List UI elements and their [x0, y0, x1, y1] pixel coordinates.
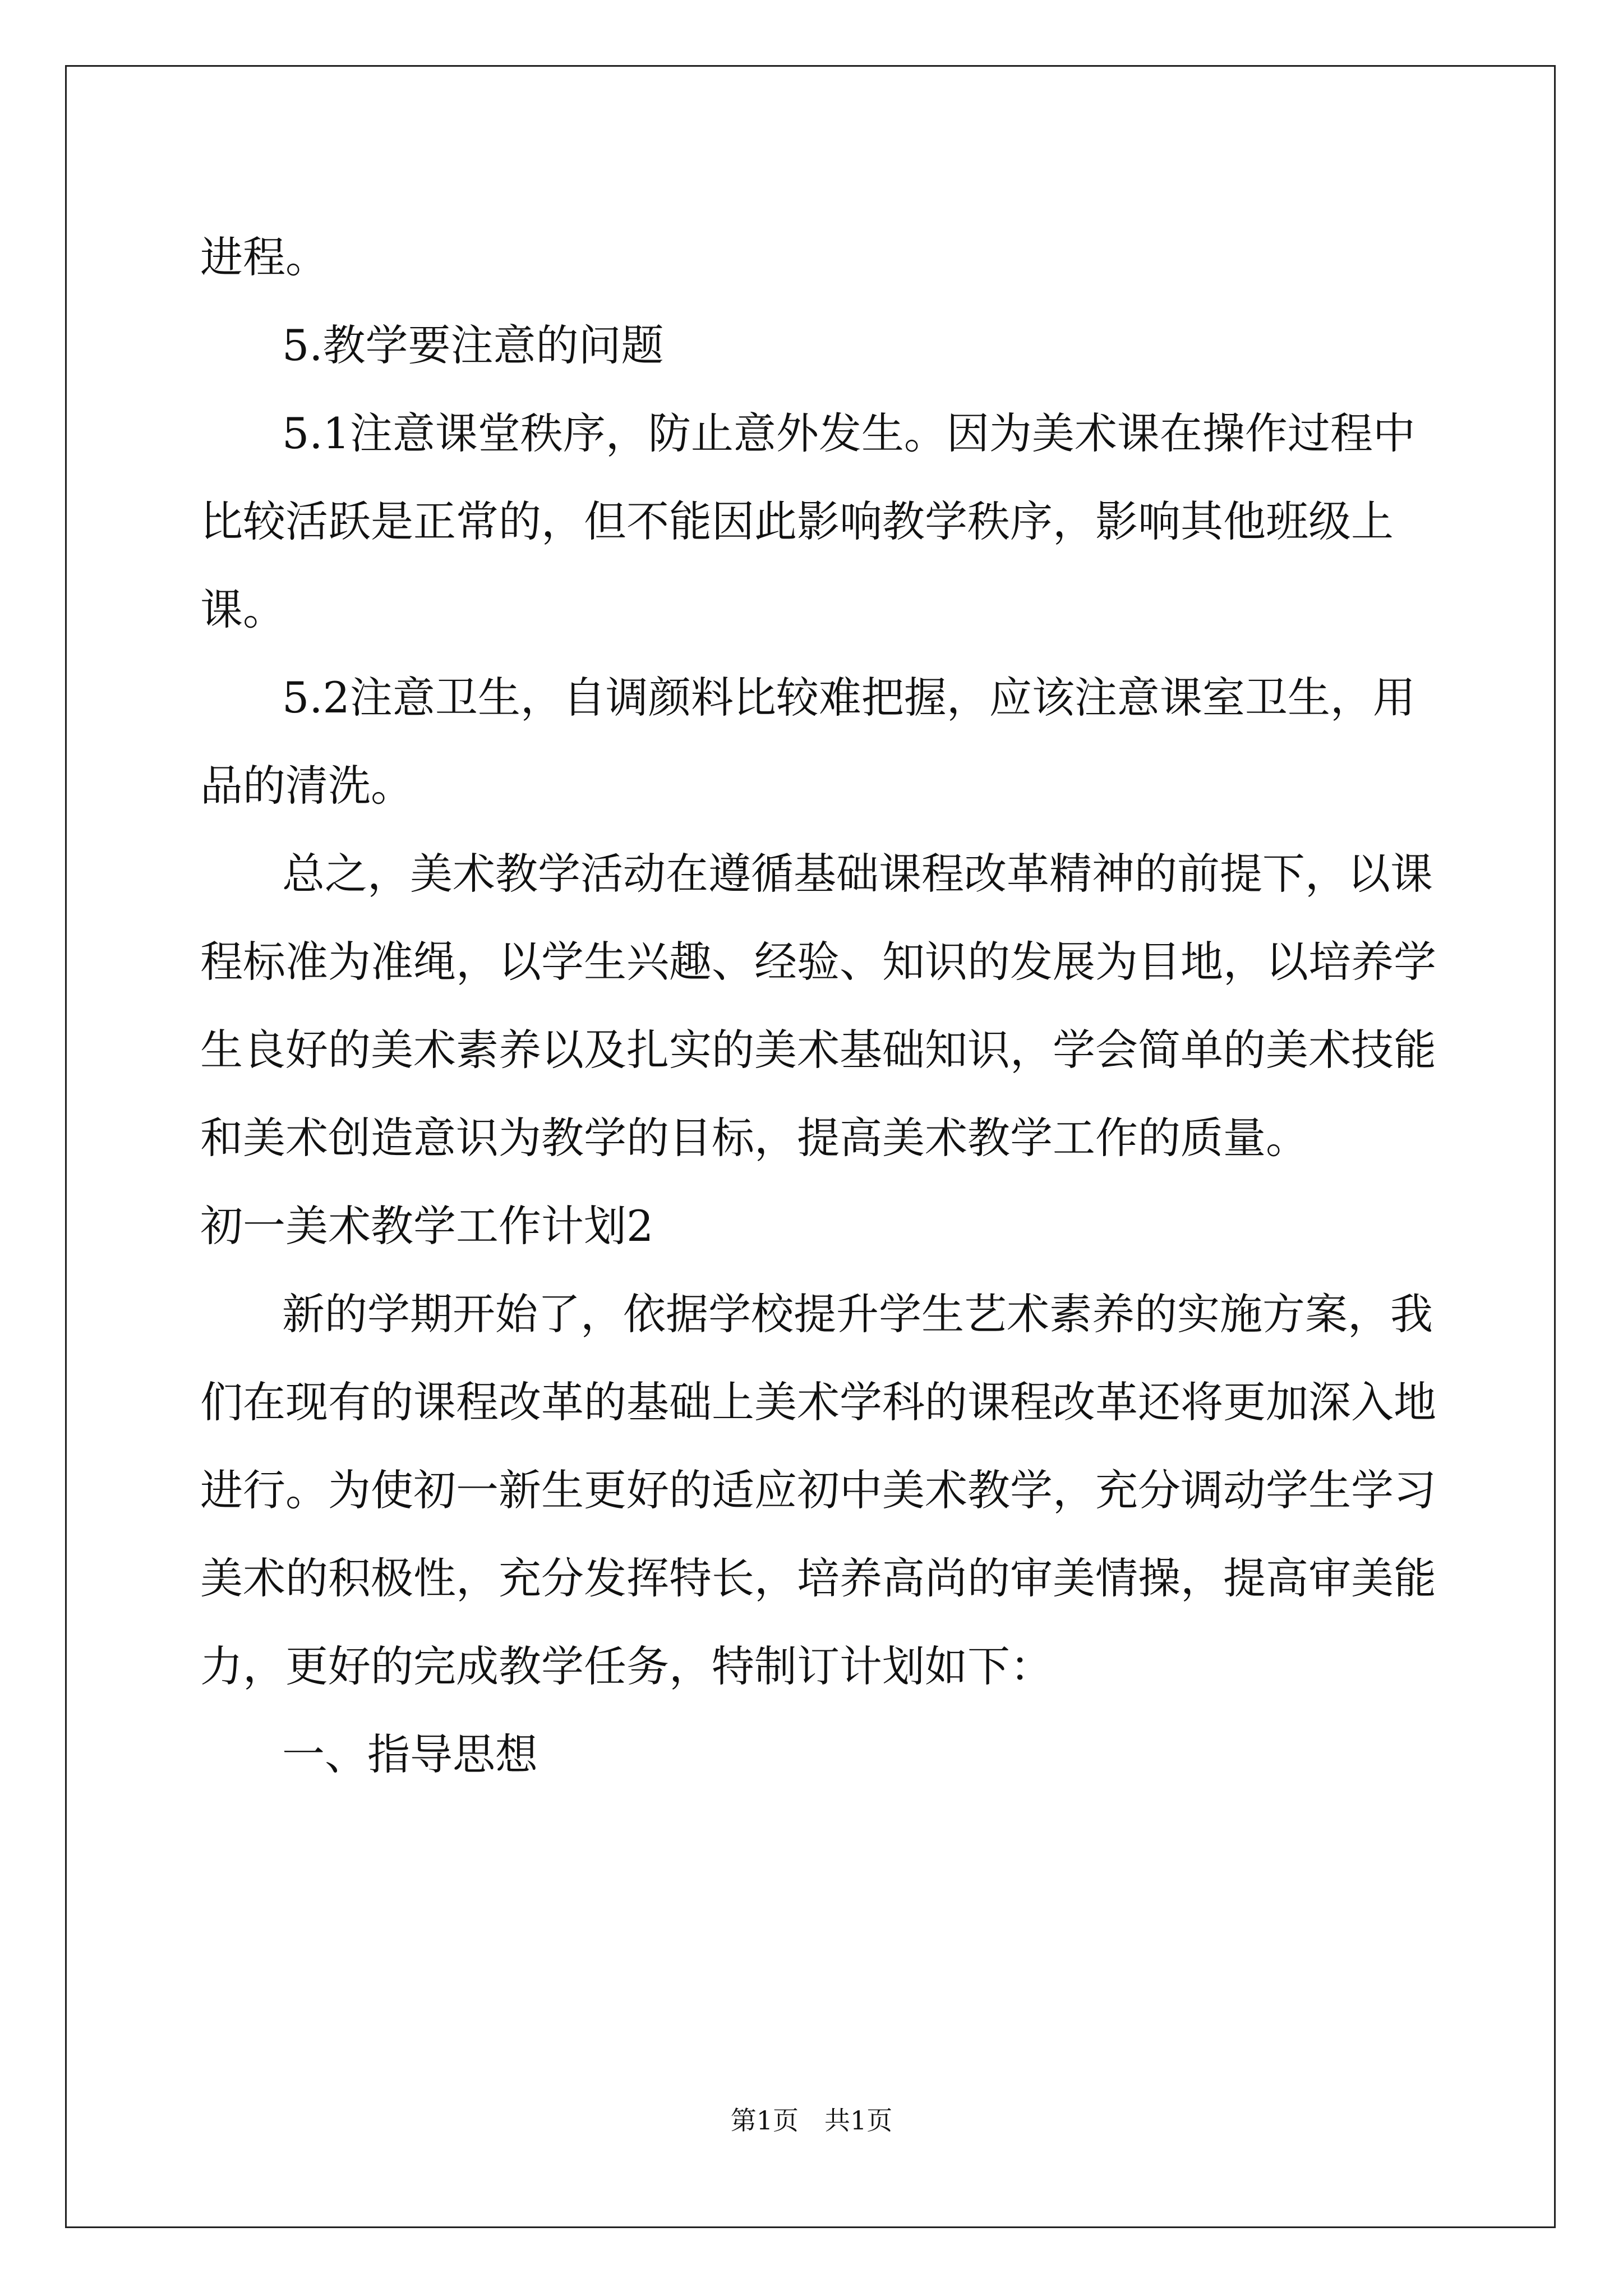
- document-body: [200, 213, 1451, 1798]
- section-heading-5: 5.教学要注意的问题: [282, 320, 664, 370]
- paragraph-5-1: 5.1注意课堂秩序，防止意外发生。因为美术课在操作过程中比较活跃是正常的，但不能因此影响教学秩序，影响其他班级上课。: [200, 408, 1415, 634]
- plan-title: 初一美术教学工作计划2: [200, 1201, 654, 1251]
- paragraph-continuation: 进程。: [200, 232, 328, 282]
- section-heading-guiding-thought: 一、指导思想: [282, 1729, 538, 1779]
- paragraph-summary: 总之，美术教学活动在遵循基础课程改革精神的前提下，以课程标准为准绳，以学生兴趣、经验、知识的发展为目地，以培养学生良好的美术素养以及扎实的美术基础知识，学会简单的美术技能和美术创造意识为教学的目标，提高美术教学工作的质量。: [200, 849, 1436, 1163]
- paragraph-5-2: 5.2注意卫生，自调颜料比较难把握，应该注意课室卫生，用品的清洗。: [200, 673, 1415, 811]
- page-footer: 第1页 共1页: [730, 2105, 893, 2136]
- paragraph-intro: 新的学期开始了，依据学校提升学生艺术素养的实施方案，我们在现有的课程改革的基础上美术学科的课程改革还将更加深入地进行。为使初一新生更好的适应初中美术教学，充分调动学生学习美术的积极性，充分发挥特长，培养高尚的审美情操，提高审美能力，更好的完成教学任务，特制订计划如下：: [200, 1289, 1436, 1691]
